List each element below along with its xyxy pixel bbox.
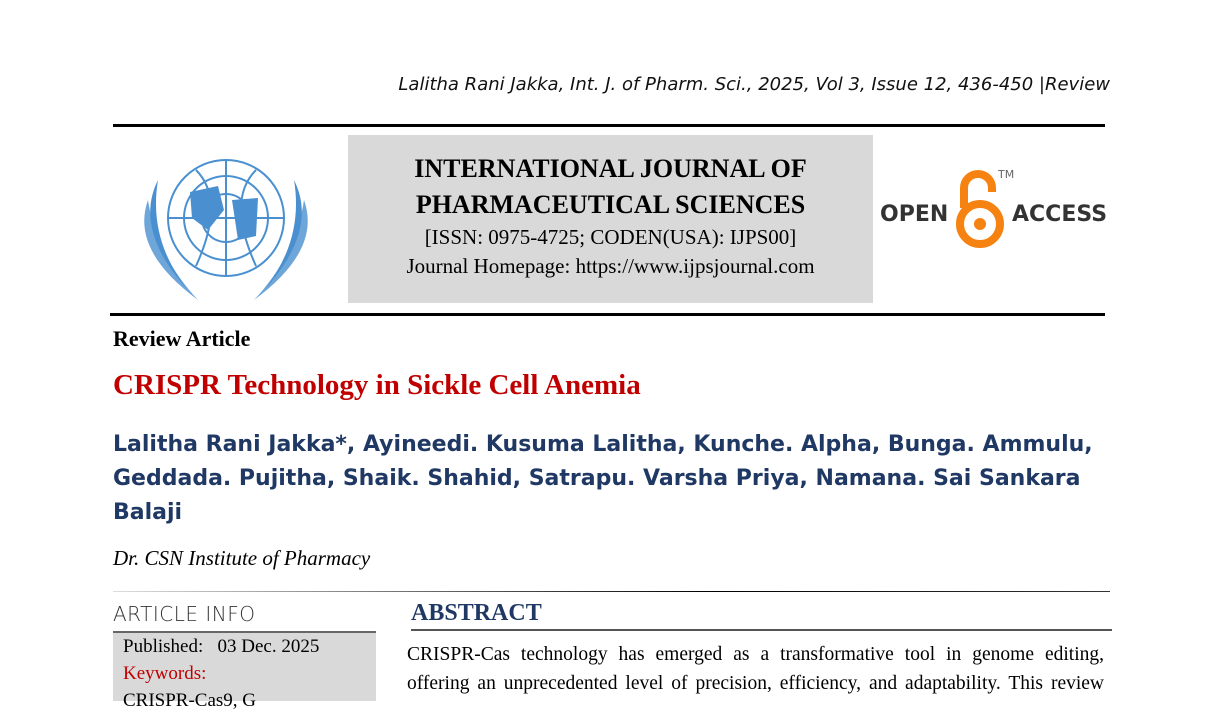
running-header: Lalitha Rani Jakka, Int. J. of Pharm. Sci., 2025, Vol 3, Issue 12, 436-450 |Review — [398, 74, 1110, 95]
journal-name-line2: PHARMACEUTICAL SCIENCES — [415, 190, 806, 219]
section-divider — [113, 591, 1110, 592]
abstract-heading: ABSTRACT — [411, 600, 542, 626]
abstract-line: offering an unprecedented level of precision, efficiency, and adaptability. This review — [407, 673, 1104, 694]
top-rule — [113, 124, 1105, 127]
published-date: 03 Dec. 2025 — [217, 636, 320, 657]
article-title: CRISPR Technology in Sickle Cell Anemia — [113, 369, 641, 401]
keywords-value: CRISPR-Cas9, G — [123, 690, 257, 711]
open-access-logo: OPEN TM ACCESS — [880, 168, 1110, 252]
journal-issn: [ISSN: 0975-4725; CODEN(USA): IJPS00] — [424, 225, 797, 249]
article-info-box — [113, 631, 376, 711]
author-line: Geddada. Pujitha, Shaik. Shahid, Satrapu. Varsha Priya, Namana. Sai Sankara — [113, 466, 1081, 491]
published-row: Published: 03 Dec. 2025 — [123, 636, 320, 657]
who-emblem-icon — [128, 140, 324, 306]
abstract-line: CRISPR-Cas technology has emerged as a transformative tool in genome editing, — [407, 644, 1104, 665]
article-info-heading: ARTICLE INFO — [113, 602, 256, 626]
article-type: Review Article — [113, 326, 251, 351]
institution: Dr. CSN Institute of Pharmacy — [113, 546, 371, 570]
abstract-text — [407, 640, 1104, 698]
abstract-rule — [411, 629, 1112, 631]
journal-masthead — [348, 135, 873, 303]
author-line: Balaji — [113, 500, 183, 525]
journal-homepage[interactable]: Journal Homepage: https://www.ijpsjournal.com — [406, 254, 815, 278]
author-list — [113, 428, 1103, 530]
keywords-label: Keywords: — [123, 663, 207, 684]
author-line: Lalitha Rani Jakka*, Ayineedi. Kusuma Lalitha, Kunche. Alpha, Bunga. Ammulu, — [113, 432, 1093, 457]
masthead-bottom-rule — [110, 313, 1105, 316]
journal-name-line1: INTERNATIONAL JOURNAL OF — [414, 154, 807, 183]
